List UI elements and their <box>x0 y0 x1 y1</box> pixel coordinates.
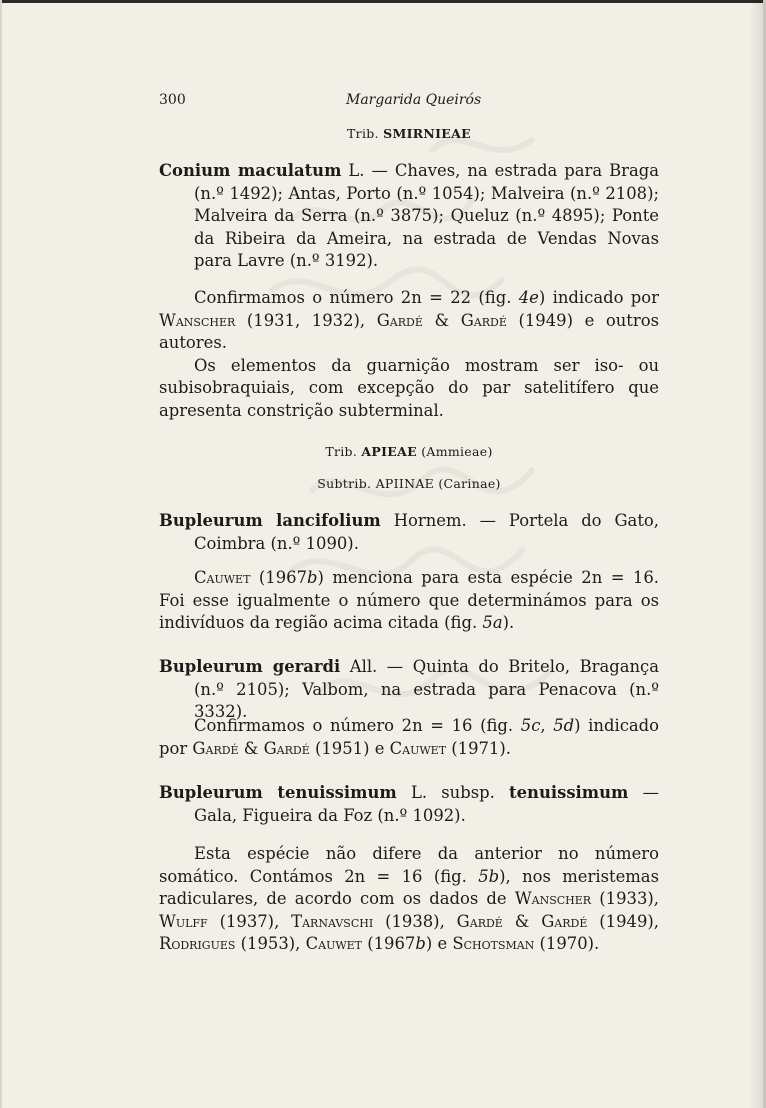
author-name: Gardé <box>192 738 239 758</box>
subtribe-prefix: Subtrib. <box>317 476 372 491</box>
figure-ref: 5d <box>553 716 575 735</box>
localities: All. — Quinta do Britelo, Bragança (n.º 2105); Valbom, na estrada para Penacova (n.º 3332). <box>194 657 659 722</box>
figure-ref: 5a <box>482 613 503 633</box>
species-entry <box>159 510 659 555</box>
page-right-shadow <box>749 0 763 1108</box>
tribe-prefix: Trib. <box>347 126 379 141</box>
species-name: Bupleurum lancifolium <box>159 511 381 530</box>
author-name: Cauwet <box>305 934 363 954</box>
paragraph-lancifolium-chromosomes <box>159 567 659 635</box>
entry-bupleurum-lancifolium <box>159 510 659 555</box>
tribe-heading-smirnieae <box>159 126 659 141</box>
species-entry <box>159 160 659 273</box>
running-title: Margarida Queirós <box>346 92 482 108</box>
paragraph-gerardi-chromosomes <box>159 715 659 760</box>
subtribe-alt-name: (Carinae) <box>438 476 501 491</box>
author-name: Cauwet <box>194 568 251 587</box>
paragraph-conium-chromosomes <box>159 287 659 423</box>
paragraph-tenuissimum-chromosomes <box>159 843 659 956</box>
species-entry: Bupleurum tenuissimum L. subsp. tenuissimum — Gala, Figueira da Foz (n.º 1092). <box>159 783 659 825</box>
page-top-edge <box>2 0 763 3</box>
species-name: Bupleurum tenuissimum <box>159 783 397 802</box>
author-name: Gardé <box>376 310 423 330</box>
author-name: Cauwet <box>389 738 447 758</box>
species-name: Conium maculatum <box>159 161 342 180</box>
entry-conium-maculatum <box>159 160 659 273</box>
author-name: Schotsman <box>452 934 535 954</box>
paragraph: Esta espécie não difere da anterior no número somático. Contámos 2n = 16 (fig. 5b), nos meristemas radiculares, de acordo com os dados de Wanscher (1933), Wulff (1937), Tarnavschi (1938), Gardé & Gardé (1949), Rodrigues (1953), Cauwet (1967b) e Schotsman (1970). <box>159 844 659 954</box>
author-name: Gardé <box>456 911 503 931</box>
localities: Hornem. — Portela do Gato, Coimbra (n.º 1090). <box>194 511 659 553</box>
paragraph: Confirmamos o número 2n = 16 (fig. 5c, 5d) indicado por Gardé & Gardé (1951) e Cauwet (1971). <box>159 716 660 758</box>
page-header <box>159 92 659 112</box>
localities: L. — Chaves, na estrada para Braga (n.º 1492); Antas, Porto (n.º 1054); Malveira (n.º 2108); Malveira da Serra (n.º 3875); Queluz (n.º 4895); Ponte da Ribeira da Ameira, na estrada de Vendas Novas para Lavre (n.º 3192). <box>194 161 659 271</box>
entry-bupleurum-gerardi <box>159 656 659 724</box>
tribe-alt-name: (Ammieae) <box>421 444 493 459</box>
author-name: Tarnavschi <box>291 911 374 931</box>
subspecies-name: tenuissimum <box>509 783 629 802</box>
tribe-name: SMIRNIEAE <box>383 126 471 141</box>
author-name: Gardé <box>541 911 588 931</box>
subtribe-name: APIINAE <box>375 476 435 491</box>
tribe-name: APIEAE <box>361 444 417 459</box>
species-entry <box>159 656 659 724</box>
figure-ref: 4e <box>518 288 539 307</box>
author-name: Gardé <box>263 738 310 758</box>
subtribe-heading-apiinae <box>159 476 659 491</box>
author-name: Rodrigues <box>159 934 236 954</box>
localities: — Gala, Figueira da Foz (n.º 1092). <box>194 783 659 825</box>
page-number: 300 <box>159 92 186 108</box>
tribe-heading-apieae <box>159 444 659 459</box>
author-name: Gardé <box>460 310 507 330</box>
author-name: Wanscher <box>514 889 592 909</box>
tribe-prefix: Trib. <box>325 444 358 459</box>
entry-bupleurum-tenuissimum <box>159 782 659 827</box>
paragraph: Cauwet (1967b) menciona para esta espécie 2n = 16. Foi esse igualmente o número que determinámos para os indivíduos da região acima citada (fig. 5a). <box>159 568 659 633</box>
species-name: Bupleurum gerardi <box>159 657 341 676</box>
paragraph: Os elementos da guarnição mostram ser iso- ou subisobraquiais, com excepção do par satelitífero que apresenta constrição subterminal. <box>159 355 659 420</box>
author-name: Wulff <box>159 911 208 931</box>
author-name: Wanscher <box>159 310 236 330</box>
figure-ref: 5b <box>478 866 500 886</box>
paragraph: Confirmamos o número 2n = 22 (fig. 4e) indicado por Wanscher (1931, 1932), Gardé & Gardé (1949) e outros autores. <box>159 288 659 353</box>
figure-ref: 5c <box>520 716 541 735</box>
